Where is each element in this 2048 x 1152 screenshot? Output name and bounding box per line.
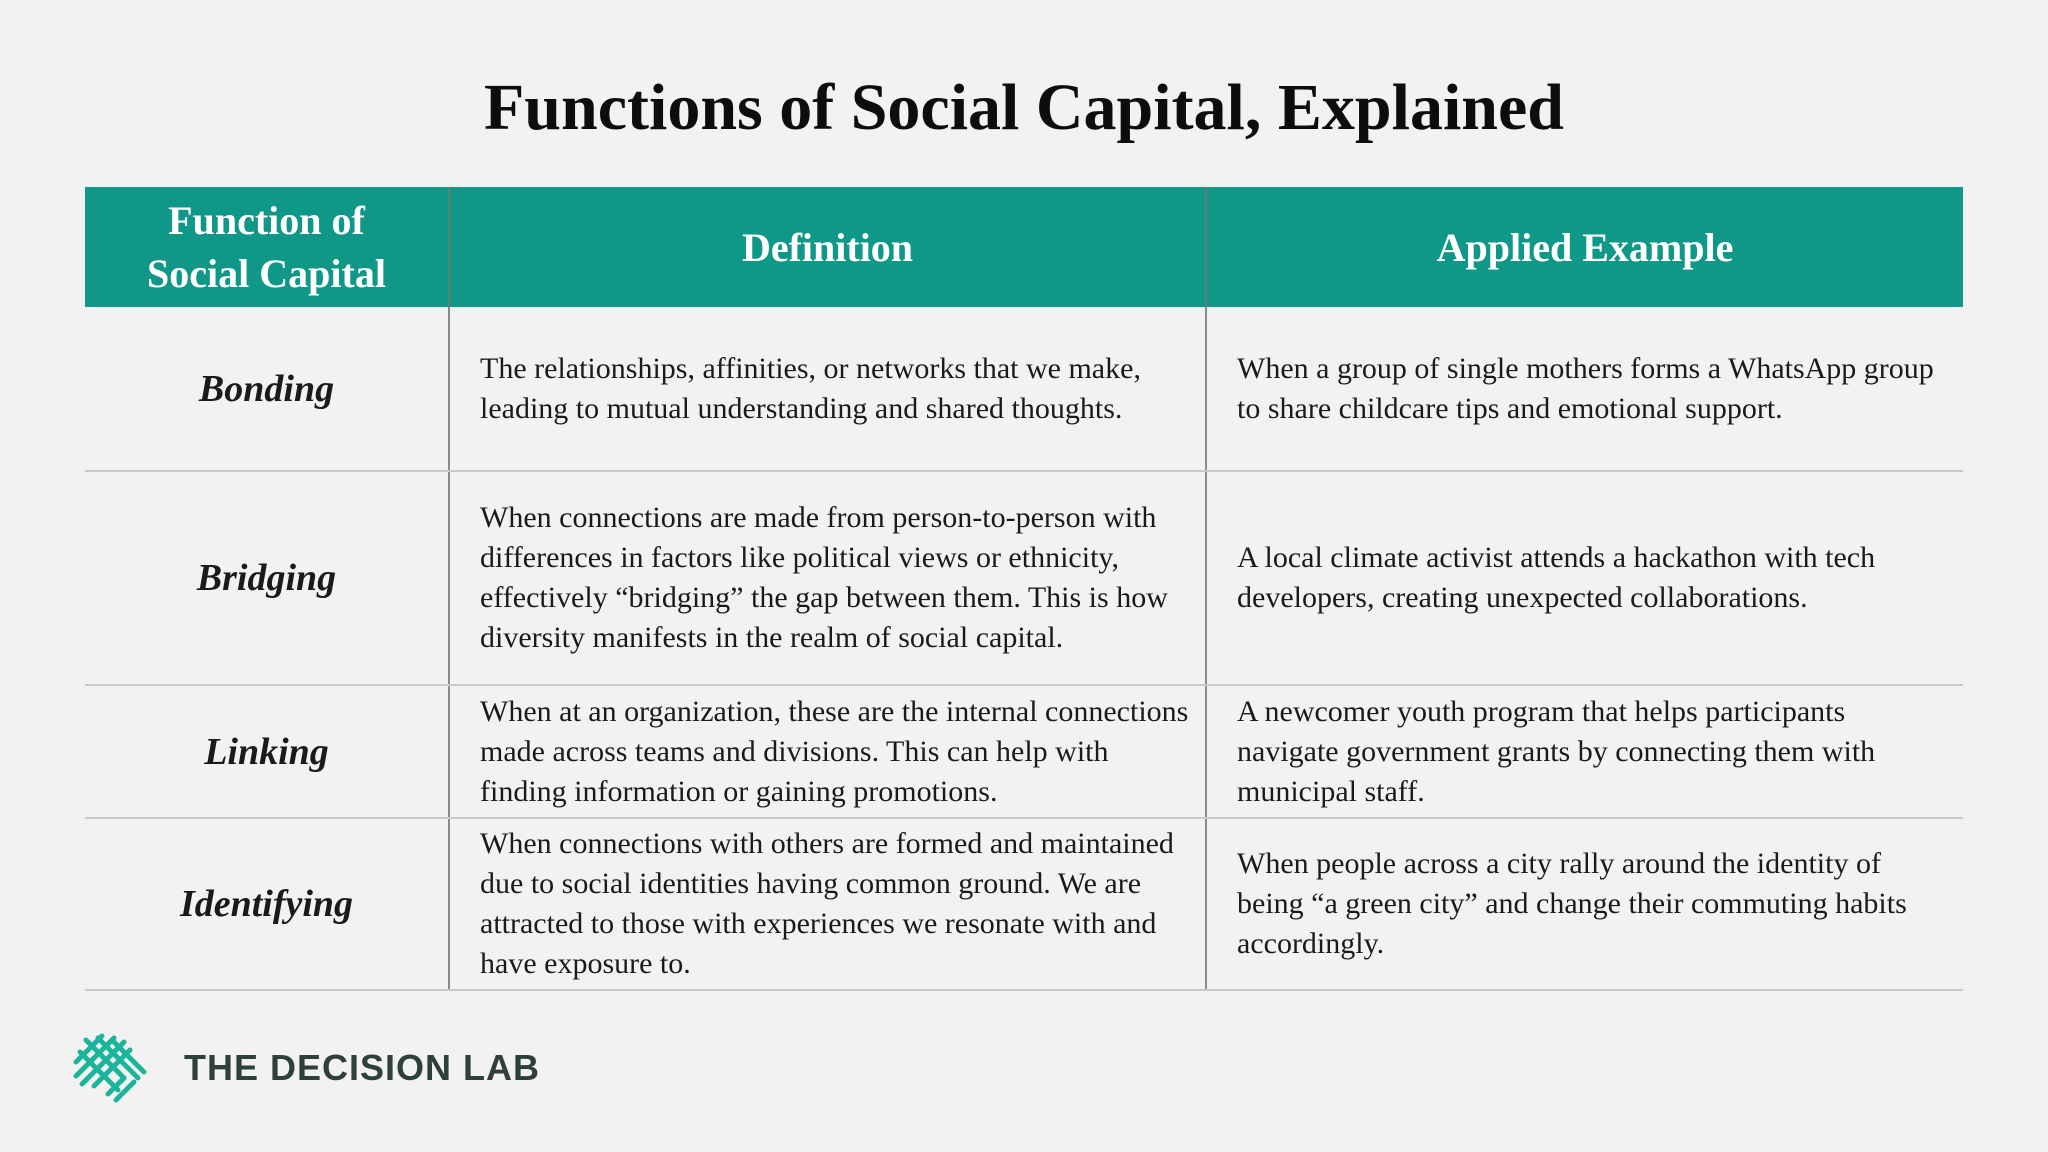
table-row [85, 819, 1963, 991]
example-text: A local climate activist attends a hackathon with tech developers, creating unexpected collaborations. [1205, 472, 1963, 684]
header-function [85, 187, 448, 307]
function-name: Linking [204, 730, 329, 773]
header-applied-example: Applied Example [1205, 187, 1963, 307]
table-row [85, 472, 1963, 686]
footer-logo [68, 1032, 540, 1104]
definition-text: When connections with others are formed and maintained due to social identities having common ground. We are attracted to those with experiences we resonate with and have exposure to. [448, 819, 1205, 989]
example-text: A newcomer youth program that helps participants navigate government grants by connecting them with municipal staff. [1205, 686, 1963, 817]
example-text: When a group of single mothers forms a WhatsApp group to share childcare tips and emotional support. [1205, 307, 1963, 470]
table-row [85, 307, 1963, 472]
page-title: Functions of Social Capital, Explained [483, 71, 1564, 144]
definition-text: When at an organization, these are the internal connections made across teams and divisions. This can help with finding information or gaining promotions. [448, 686, 1205, 817]
table-header [85, 187, 1963, 307]
decision-lab-logo-icon [68, 1032, 152, 1104]
definition-text: When connections are made from person-to-person with differences in factors like political views or ethnicity, effectively “bridging” the gap between them. This is how diversity manifests in the realm of social capital. [448, 472, 1205, 684]
header-function-label: Function of Social Capital [147, 198, 386, 296]
definition-text: The relationships, affinities, or networks that we make, leading to mutual understanding and shared thoughts. [448, 307, 1205, 470]
example-text: When people across a city rally around the identity of being “a green city” and change their commuting habits accordingly. [1205, 819, 1963, 989]
header-definition: Definition [448, 187, 1205, 307]
table-row [85, 686, 1963, 819]
social-capital-table [85, 187, 1963, 991]
logo-text: THE DECISION LAB [184, 1047, 541, 1088]
function-name: Identifying [179, 883, 354, 925]
function-name: Bonding [198, 367, 335, 410]
function-name: Bridging [196, 557, 337, 599]
